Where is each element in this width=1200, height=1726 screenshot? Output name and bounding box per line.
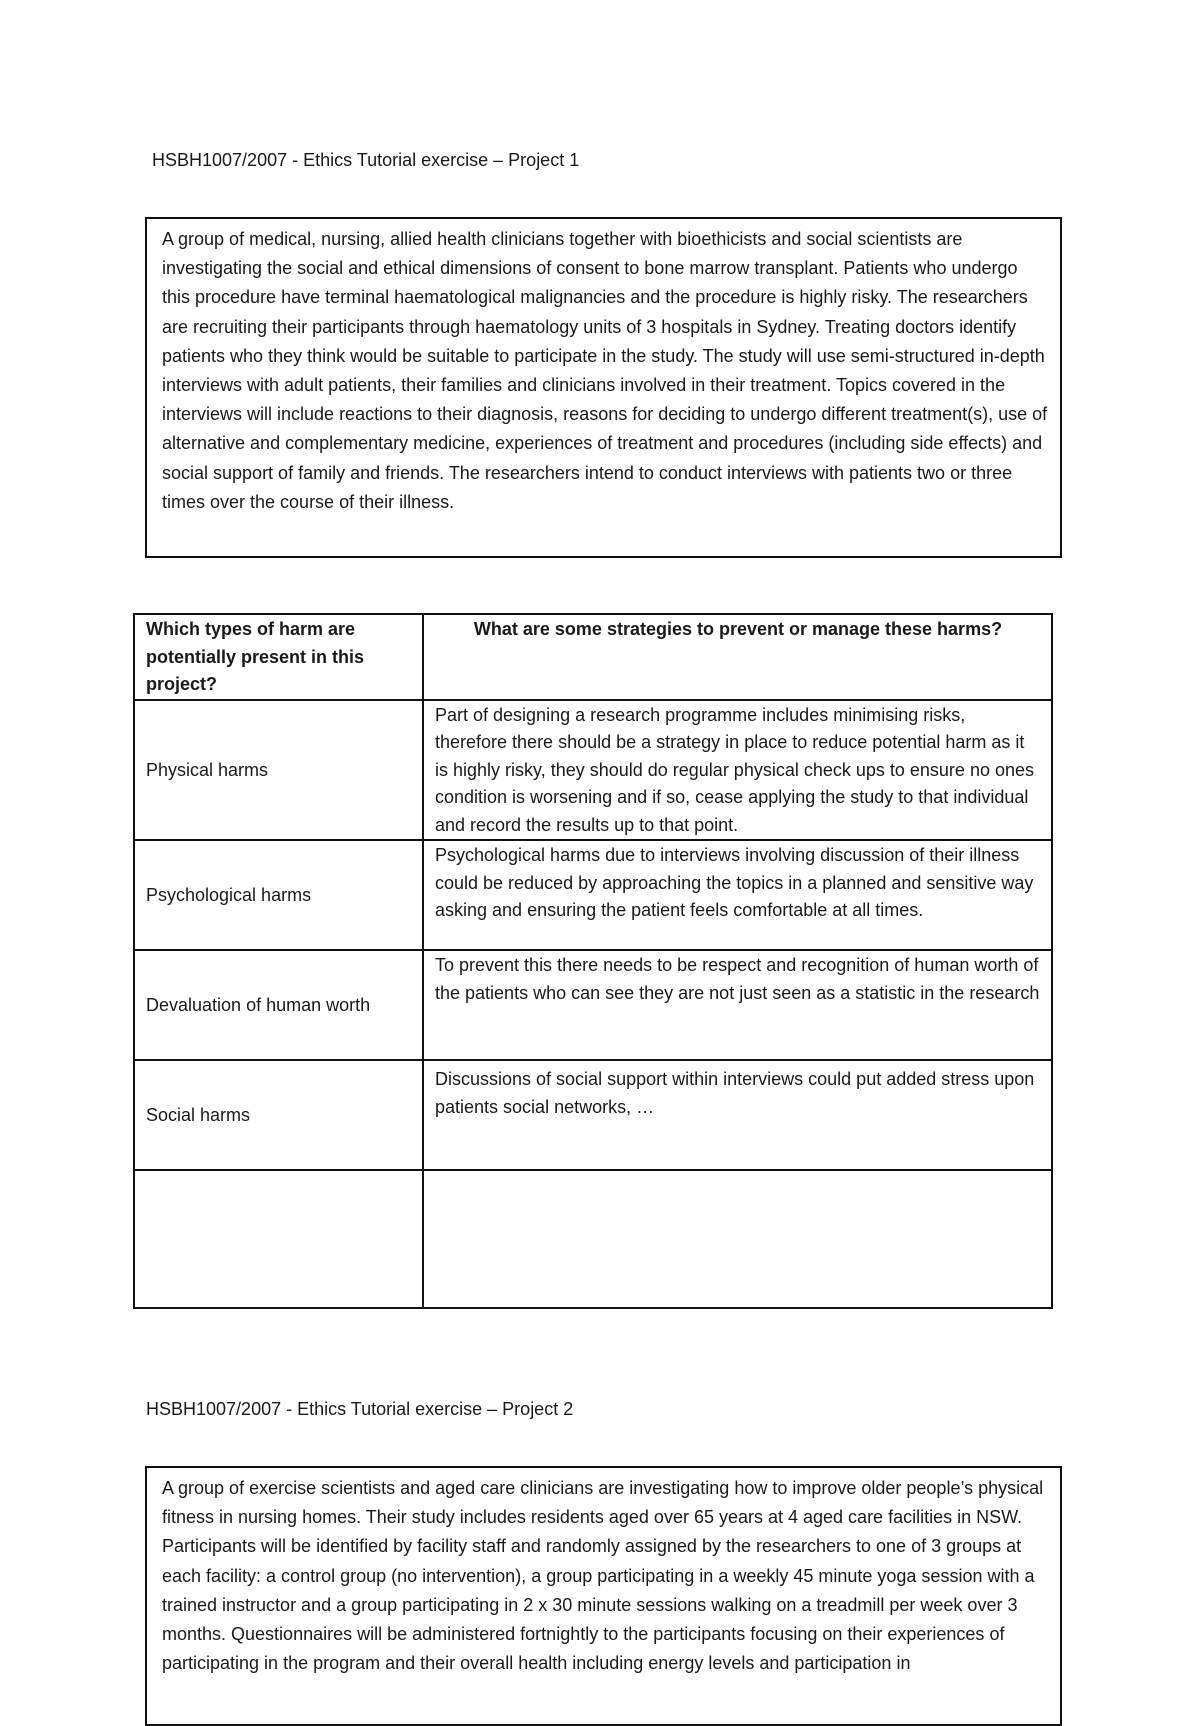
table-row [134, 840, 1052, 950]
project-2-scenario-text: A group of exercise scientists and aged care clinicians are investigating how to improve older people’s physical fitness in nursing homes. Their study includes residents aged over 65 years at 4 aged care facilities in NSW. Participants will be identified by facility staff and randomly assigned by the researchers to one of 3 groups at each facility: a control group (no intervention), a group participating in a weekly 45 minute yoga session with a trained instructor and a group participating in 2 x 30 minute sessions walking on a treadmill per week over 3 months. Questionnaires will be administered fortnightly to the participants focusing on their experiences of participating in the program and their overall health including energy levels and participation in [162, 1478, 1044, 1674]
project-2-scenario-box [145, 1466, 1062, 1726]
project-1-scenario-text: A group of medical, nursing, allied health clinicians together with bioethicists and social scientists are investigating the social and ethical dimensions of consent to bone marrow transplant. Patients who undergo this procedure have terminal haematological malignancies and the procedure is highly risky. The researchers are recruiting their participants through haematology units of 3 hospitals in Sydney. Treating doctors identify patients who they think would be suitable to participate in the study. The study will use semi-structured in-depth interviews with adult patients, their families and clinicians involved in their treatment. Topics covered in the interviews will include reactions to their diagnosis, reasons for deciding to undergo different treatment(s), use of alternative and complementary medicine, experiences of treatment and procedures (including side effects) and social support of family and friends. The researchers intend to conduct interviews with patients two or three times over the course of their illness. [162, 229, 1048, 512]
strategy-cell [423, 1170, 1052, 1308]
project-1-scenario-box [145, 217, 1062, 558]
harm-type-cell: Devaluation of human worth [134, 950, 423, 1060]
strategy-column-header: What are some strategies to prevent or manage these harms? [423, 614, 1052, 700]
harms-table-header-row [134, 614, 1052, 700]
strategy-cell: Psychological harms due to interviews involving discussion of their illness could be reduced by approaching the topics in a planned and sensitive way asking and ensuring the patient feels comfortable at all times. [423, 840, 1052, 950]
harm-type-cell: Physical harms [134, 700, 423, 841]
strategy-cell: Part of designing a research programme includes minimising risks, therefore there should be a strategy in place to reduce potential harm as it is highly risky, they should do regular physical check ups to ensure no ones condition is worsening and if so, cease applying the study to that individual and record the results up to that point. [423, 700, 1052, 841]
table-row [134, 1060, 1052, 1170]
harm-type-cell [134, 1170, 423, 1308]
harms-table [133, 613, 1053, 1309]
table-row [134, 700, 1052, 841]
harm-type-cell: Psychological harms [134, 840, 423, 950]
strategy-cell: Discussions of social support within interviews could put added stress upon patients social networks, … [423, 1060, 1052, 1170]
project-2-title: HSBH1007/2007 - Ethics Tutorial exercise – Project 2 [146, 1399, 574, 1419]
table-row [134, 950, 1052, 1060]
table-row-empty [134, 1170, 1052, 1308]
harm-type-cell: Social harms [134, 1060, 423, 1170]
strategy-cell: To prevent this there needs to be respect and recognition of human worth of the patients who can see they are not just seen as a statistic in the research [423, 950, 1052, 1060]
project-1-title: HSBH1007/2007 - Ethics Tutorial exercise – Project 1 [152, 150, 580, 170]
harm-type-column-header: Which types of harm are potentially present in this project? [134, 614, 423, 700]
